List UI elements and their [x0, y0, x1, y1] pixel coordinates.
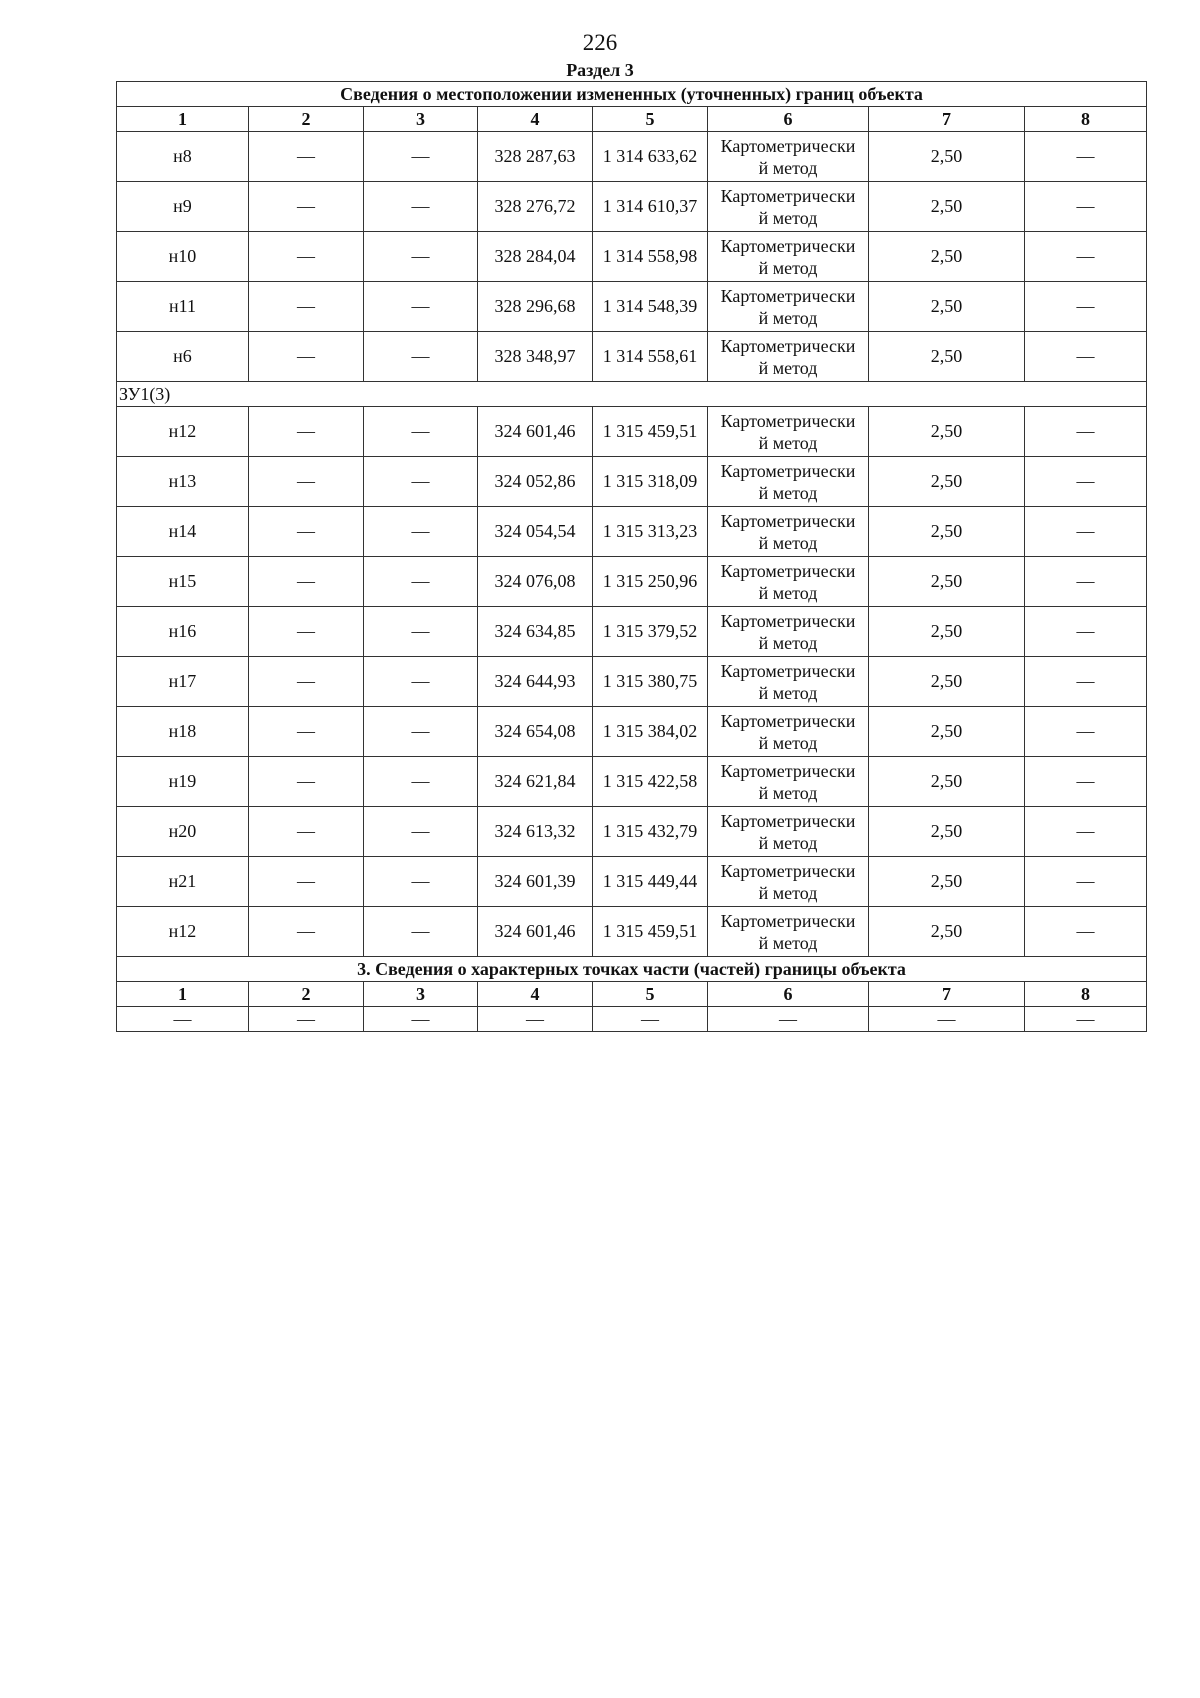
method-cell — [708, 232, 869, 282]
column-number: 1 — [117, 982, 249, 1007]
dash-cell: — — [249, 807, 364, 857]
column-number: 4 — [478, 982, 593, 1007]
precision-cell: 2,50 — [869, 407, 1025, 457]
method-cell — [708, 457, 869, 507]
table-row — [117, 332, 1147, 382]
coord-x: 324 621,84 — [478, 757, 593, 807]
dash-cell: — — [249, 507, 364, 557]
table-row — [117, 907, 1147, 957]
point-number: н13 — [117, 457, 249, 507]
empty-cell: — — [593, 1007, 708, 1032]
table-row — [117, 132, 1147, 182]
coord-y: 1 315 313,23 — [593, 507, 708, 557]
dash-cell: — — [1025, 332, 1147, 382]
dash-cell: — — [1025, 182, 1147, 232]
method-text: Картометрически — [720, 335, 856, 356]
column-number: 7 — [869, 982, 1025, 1007]
method-text: Картометрически — [720, 660, 856, 681]
dash-cell: — — [1025, 657, 1147, 707]
coord-x: 324 054,54 — [478, 507, 593, 557]
dash-cell: — — [1025, 907, 1147, 957]
precision-cell: 2,50 — [869, 182, 1025, 232]
dash-cell: — — [249, 332, 364, 382]
precision-cell: 2,50 — [869, 757, 1025, 807]
method-cell — [708, 282, 869, 332]
column-numbers-row — [117, 107, 1147, 132]
table-row — [117, 282, 1147, 332]
point-number: н12 — [117, 907, 249, 957]
method-text: й метод — [758, 207, 818, 228]
method-text: Картометрически — [720, 510, 856, 531]
method-cell — [708, 757, 869, 807]
group-row — [117, 382, 1147, 407]
dash-cell: — — [249, 182, 364, 232]
boundary-points-table — [116, 81, 1147, 1032]
method-text: Картометрически — [720, 610, 856, 631]
method-text: й метод — [758, 832, 818, 853]
method-text: Картометрически — [720, 135, 856, 156]
coord-y: 1 315 318,09 — [593, 457, 708, 507]
column-number: 1 — [117, 107, 249, 132]
precision-cell: 2,50 — [869, 907, 1025, 957]
empty-cell: — — [708, 1007, 869, 1032]
coord-y: 1 315 384,02 — [593, 707, 708, 757]
point-number: н8 — [117, 132, 249, 182]
precision-cell: 2,50 — [869, 707, 1025, 757]
method-text: й метод — [758, 432, 818, 453]
method-cell — [708, 407, 869, 457]
column-number: 3 — [364, 107, 478, 132]
table-row — [117, 457, 1147, 507]
empty-cell: — — [364, 1007, 478, 1032]
method-text: й метод — [758, 307, 818, 328]
dash-cell: — — [249, 607, 364, 657]
coord-y: 1 315 459,51 — [593, 907, 708, 957]
point-number: н20 — [117, 807, 249, 857]
dash-cell: — — [1025, 757, 1147, 807]
dash-cell: — — [364, 507, 478, 557]
coord-y: 1 315 432,79 — [593, 807, 708, 857]
empty-cell: — — [117, 1007, 249, 1032]
dash-cell: — — [249, 232, 364, 282]
dash-cell: — — [249, 857, 364, 907]
dash-cell: — — [1025, 407, 1147, 457]
coord-x: 324 613,32 — [478, 807, 593, 857]
table-row — [117, 507, 1147, 557]
table2-header-row — [117, 957, 1147, 982]
coord-y: 1 315 380,75 — [593, 657, 708, 707]
column-number: 8 — [1025, 107, 1147, 132]
column-number: 4 — [478, 107, 593, 132]
precision-cell: 2,50 — [869, 507, 1025, 557]
table1-header: Сведения о местоположении измененных (уточненных) границ объекта — [117, 82, 1147, 107]
table-row — [117, 607, 1147, 657]
table-body — [117, 82, 1147, 1032]
dash-cell: — — [249, 132, 364, 182]
coord-y: 1 315 422,58 — [593, 757, 708, 807]
table2-header: 3. Сведения о характерных точках части (частей) границы объекта — [117, 957, 1147, 982]
dash-cell: — — [364, 857, 478, 907]
point-number: н14 — [117, 507, 249, 557]
method-text: Картометрически — [720, 910, 856, 931]
point-number: н11 — [117, 282, 249, 332]
column-number: 7 — [869, 107, 1025, 132]
precision-cell: 2,50 — [869, 607, 1025, 657]
precision-cell: 2,50 — [869, 332, 1025, 382]
point-number: н16 — [117, 607, 249, 657]
column-number: 6 — [708, 982, 869, 1007]
coord-x: 324 654,08 — [478, 707, 593, 757]
dash-cell: — — [249, 407, 364, 457]
point-number: н17 — [117, 657, 249, 707]
table-row — [117, 757, 1147, 807]
method-text: Картометрически — [720, 860, 856, 881]
method-cell — [708, 557, 869, 607]
coord-x: 324 052,86 — [478, 457, 593, 507]
method-text: й метод — [758, 257, 818, 278]
method-text: Картометрически — [720, 760, 856, 781]
table-row — [117, 857, 1147, 907]
dash-cell: — — [1025, 507, 1147, 557]
method-text: й метод — [758, 932, 818, 953]
precision-cell: 2,50 — [869, 282, 1025, 332]
table-row — [117, 232, 1147, 282]
precision-cell: 2,50 — [869, 857, 1025, 907]
column-number: 2 — [249, 107, 364, 132]
method-text: й метод — [758, 882, 818, 903]
method-cell — [708, 182, 869, 232]
empty-cell: — — [1025, 1007, 1147, 1032]
table2-column-numbers-row — [117, 982, 1147, 1007]
empty-cell: — — [478, 1007, 593, 1032]
method-text: Картометрически — [720, 285, 856, 306]
coord-y: 1 314 610,37 — [593, 182, 708, 232]
point-number: н21 — [117, 857, 249, 907]
coord-y: 1 315 250,96 — [593, 557, 708, 607]
dash-cell: — — [364, 757, 478, 807]
method-cell — [708, 657, 869, 707]
coord-x: 324 644,93 — [478, 657, 593, 707]
section-title: Раздел 3 — [566, 60, 634, 80]
table-row — [117, 657, 1147, 707]
dash-cell: — — [249, 657, 364, 707]
coord-x: 324 076,08 — [478, 557, 593, 607]
method-cell — [708, 857, 869, 907]
dash-cell: — — [249, 282, 364, 332]
method-text: й метод — [758, 482, 818, 503]
method-text: Картометрически — [720, 235, 856, 256]
coord-y: 1 314 558,98 — [593, 232, 708, 282]
precision-cell: 2,50 — [869, 232, 1025, 282]
column-number: 6 — [708, 107, 869, 132]
coord-y: 1 315 379,52 — [593, 607, 708, 657]
column-number: 8 — [1025, 982, 1147, 1007]
column-number: 3 — [364, 982, 478, 1007]
dash-cell: — — [364, 457, 478, 507]
dash-cell: — — [364, 132, 478, 182]
coord-x: 328 348,97 — [478, 332, 593, 382]
dash-cell: — — [1025, 132, 1147, 182]
coord-x: 324 601,46 — [478, 907, 593, 957]
dash-cell: — — [249, 907, 364, 957]
table-row — [117, 557, 1147, 607]
dash-cell: — — [364, 182, 478, 232]
dash-cell: — — [364, 332, 478, 382]
precision-cell: 2,50 — [869, 132, 1025, 182]
coord-y: 1 315 449,44 — [593, 857, 708, 907]
empty-cell: — — [249, 1007, 364, 1032]
coord-x: 328 276,72 — [478, 182, 593, 232]
dash-cell: — — [364, 607, 478, 657]
coord-x: 324 601,46 — [478, 407, 593, 457]
precision-cell: 2,50 — [869, 657, 1025, 707]
precision-cell: 2,50 — [869, 557, 1025, 607]
empty-cell: — — [869, 1007, 1025, 1032]
method-text: Картометрически — [720, 710, 856, 731]
method-cell — [708, 907, 869, 957]
point-number: н10 — [117, 232, 249, 282]
dash-cell: — — [364, 232, 478, 282]
dash-cell: — — [1025, 282, 1147, 332]
precision-cell: 2,50 — [869, 457, 1025, 507]
method-text: Картометрически — [720, 460, 856, 481]
point-number: н15 — [117, 557, 249, 607]
method-cell — [708, 707, 869, 757]
coord-x: 328 284,04 — [478, 232, 593, 282]
dash-cell: — — [364, 707, 478, 757]
dash-cell: — — [364, 407, 478, 457]
dash-cell: — — [249, 457, 364, 507]
method-cell — [708, 332, 869, 382]
dash-cell: — — [364, 657, 478, 707]
method-text: й метод — [758, 157, 818, 178]
dash-cell: — — [1025, 557, 1147, 607]
coord-x: 328 296,68 — [478, 282, 593, 332]
dash-cell: — — [1025, 607, 1147, 657]
column-number: 2 — [249, 982, 364, 1007]
method-cell — [708, 507, 869, 557]
table-row — [117, 707, 1147, 757]
method-text: Картометрически — [720, 560, 856, 581]
method-cell — [708, 132, 869, 182]
method-text: Картометрически — [720, 185, 856, 206]
coord-y: 1 314 633,62 — [593, 132, 708, 182]
table-row — [117, 182, 1147, 232]
coord-y: 1 314 548,39 — [593, 282, 708, 332]
coord-x: 324 634,85 — [478, 607, 593, 657]
column-number: 5 — [593, 107, 708, 132]
method-cell — [708, 807, 869, 857]
coord-x: 328 287,63 — [478, 132, 593, 182]
method-text: Картометрически — [720, 410, 856, 431]
dash-cell: — — [1025, 457, 1147, 507]
method-text: Картометрически — [720, 810, 856, 831]
table-row — [117, 807, 1147, 857]
point-number: н6 — [117, 332, 249, 382]
method-text: й метод — [758, 682, 818, 703]
coord-x: 324 601,39 — [478, 857, 593, 907]
dash-cell: — — [249, 707, 364, 757]
dash-cell: — — [1025, 807, 1147, 857]
table-row — [117, 407, 1147, 457]
dash-cell: — — [1025, 232, 1147, 282]
method-text: й метод — [758, 582, 818, 603]
dash-cell: — — [364, 282, 478, 332]
method-text: й метод — [758, 732, 818, 753]
method-cell — [708, 607, 869, 657]
dash-cell: — — [364, 557, 478, 607]
dash-cell: — — [364, 807, 478, 857]
method-text: й метод — [758, 782, 818, 803]
point-number: н9 — [117, 182, 249, 232]
table2-empty-row — [117, 1007, 1147, 1032]
dash-cell: — — [1025, 707, 1147, 757]
coord-y: 1 314 558,61 — [593, 332, 708, 382]
point-number: н18 — [117, 707, 249, 757]
table1-header-row — [117, 82, 1147, 107]
dash-cell: — — [1025, 857, 1147, 907]
point-number: н19 — [117, 757, 249, 807]
dash-cell: — — [249, 757, 364, 807]
point-number: н12 — [117, 407, 249, 457]
dash-cell: — — [249, 557, 364, 607]
coord-y: 1 315 459,51 — [593, 407, 708, 457]
method-text: й метод — [758, 632, 818, 653]
method-text: й метод — [758, 532, 818, 553]
precision-cell: 2,50 — [869, 807, 1025, 857]
group-label: ЗУ1(3) — [117, 382, 1147, 407]
column-number: 5 — [593, 982, 708, 1007]
method-text: й метод — [758, 357, 818, 378]
dash-cell: — — [364, 907, 478, 957]
page-number: 226 — [582, 30, 618, 55]
